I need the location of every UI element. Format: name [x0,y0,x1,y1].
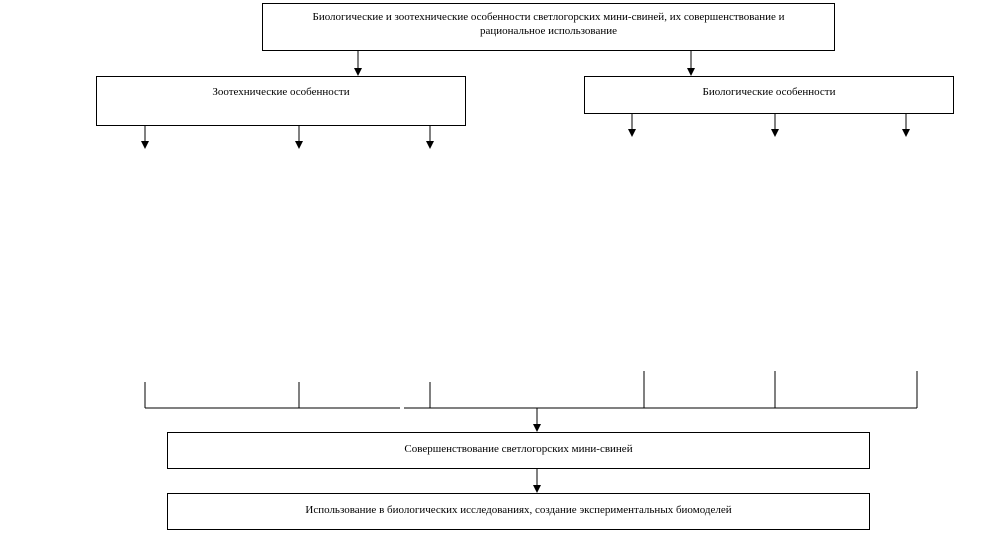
improvement-label: Совершенствование светлогорских мини-свиней [404,443,633,455]
usage-box [167,493,870,530]
top-title-box [262,3,835,51]
improvement-box [167,432,870,469]
biological-box [584,76,954,114]
zootechnical-box [96,76,466,126]
zootechnical-label: Зоотехнические особенности [212,86,350,98]
usage-label: Использование в биологических исследованиях, создание экспериментальных биомоделей [305,504,732,516]
biological-label: Биологические особенности [702,86,836,98]
top-title-text: Биологические и зоотехнические особенности светлогорских мини-свиней, их совершенствование и рациональное использование [312,11,785,37]
